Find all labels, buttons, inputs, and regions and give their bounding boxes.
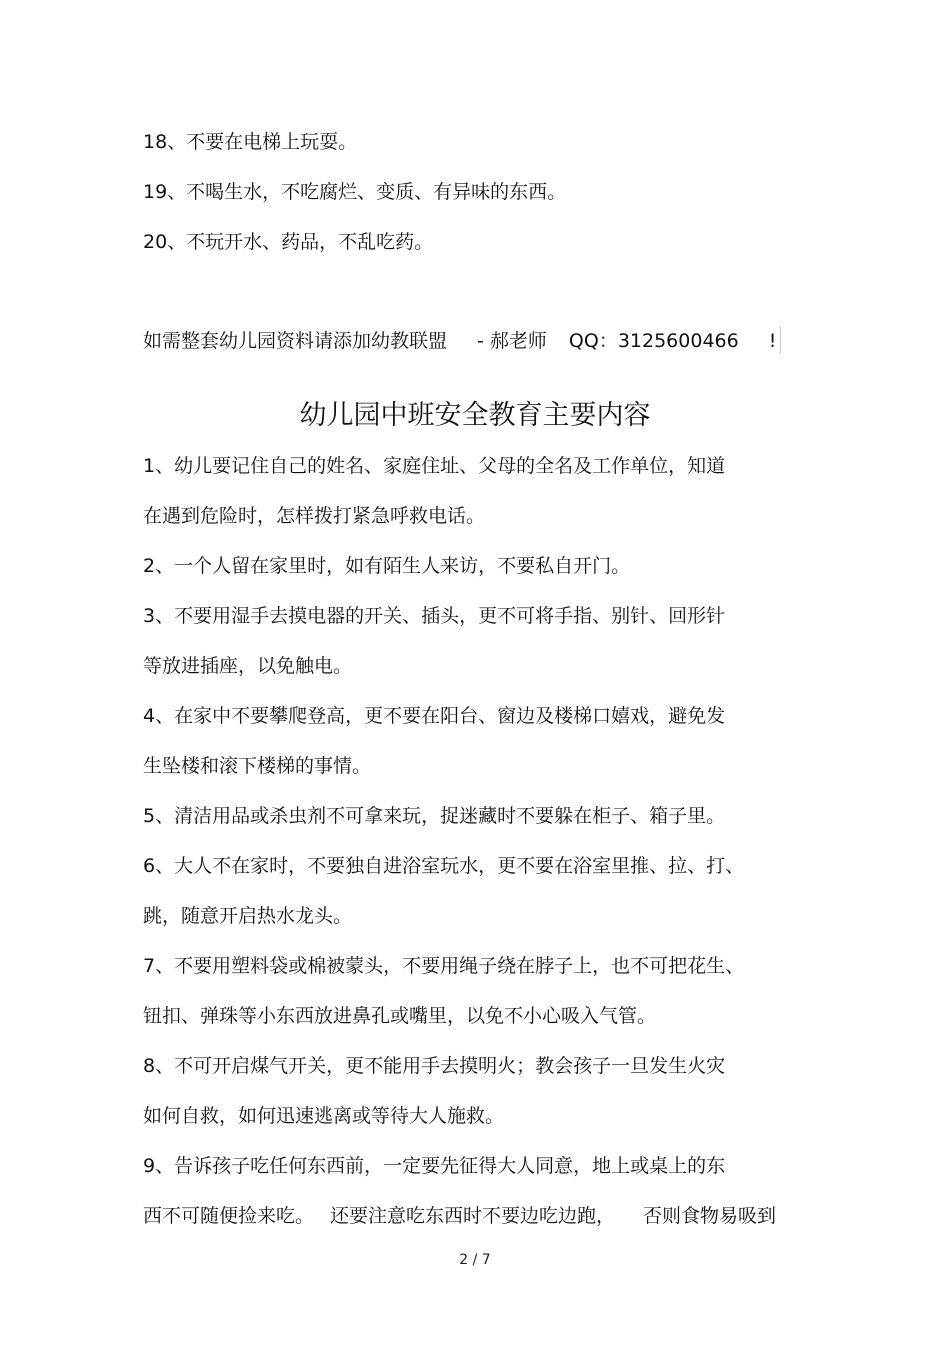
body-line: 钮扣、弹珠等小东西放进鼻孔或嘴里，以免不小心吸入气管。 (143, 1005, 657, 1027)
contact-line (143, 328, 776, 354)
body-line: 9、告诉孩子吃任何东西前，一定要先征得大人同意，地上或桌上的东 (143, 1155, 726, 1177)
body-line: 等放进插座，以免触电。 (143, 655, 353, 677)
last-line-part3: 否则食物易吸到 (643, 1205, 777, 1227)
contact-end: ! (768, 330, 777, 352)
body-line: 2、一个人留在家里时，如有陌生人来访，不要私自开门。 (143, 555, 631, 577)
contact-text: 如需整套幼儿园资料请添加幼教联盟 (143, 330, 448, 352)
contact-teacher: - 郝老师 (477, 330, 547, 352)
page-title: 幼儿园中班安全教育主要内容 (299, 400, 651, 431)
page-number: 2 / 7 (459, 1252, 491, 1268)
contact-qq: QQ：3125600466 (568, 330, 739, 352)
list-item-20: 20、不玩开水、药品，不乱吃药。 (143, 231, 434, 253)
last-line-part2: 还要注意吃东西时不要边吃边跑， (330, 1205, 616, 1227)
body-line: 1、幼儿要记住自己的姓名、家庭住址、父母的全名及工作单位，知道 (143, 455, 726, 477)
text-cursor-bar (780, 326, 781, 354)
body-line: 5、清洁用品或杀虫剂不可拿来玩，捉迷藏时不要躲在柜子、箱子里。 (143, 805, 726, 827)
body-line: 8、不可开启煤气开关，更不能用手去摸明火；教会孩子一旦发生火灾 (143, 1055, 726, 1077)
body-line-last (143, 1203, 776, 1229)
body-line: 在遇到危险时，怎样拨打紧急呼救电话。 (143, 505, 486, 527)
body-line: 如何自救，如何迅速逃离或等待大人施救。 (143, 1105, 505, 1127)
body-line: 7、不要用塑料袋或棉被蒙头，不要用绳子绕在脖子上，也不可把花生、 (143, 955, 745, 977)
body-line: 生坠楼和滚下楼梯的事情。 (143, 755, 372, 777)
body-line: 6、大人不在家时，不要独自进浴室玩水，更不要在浴室里推、拉、打、 (143, 855, 745, 877)
list-item-18: 18、不要在电梯上玩耍。 (143, 131, 358, 153)
body-line: 3、不要用湿手去摸电器的开关、插头，更不可将手指、别针、回形针 (143, 605, 726, 627)
body-line: 跳，随意开启热水龙头。 (143, 905, 353, 927)
list-item-19: 19、不喝生水，不吃腐烂、变质、有异味的东西。 (143, 181, 567, 203)
last-line-part1: 西不可随便捡来吃。 (143, 1205, 315, 1227)
body-line: 4、在家中不要攀爬登高，更不要在阳台、窗边及楼梯口嬉戏，避免发 (143, 705, 726, 727)
